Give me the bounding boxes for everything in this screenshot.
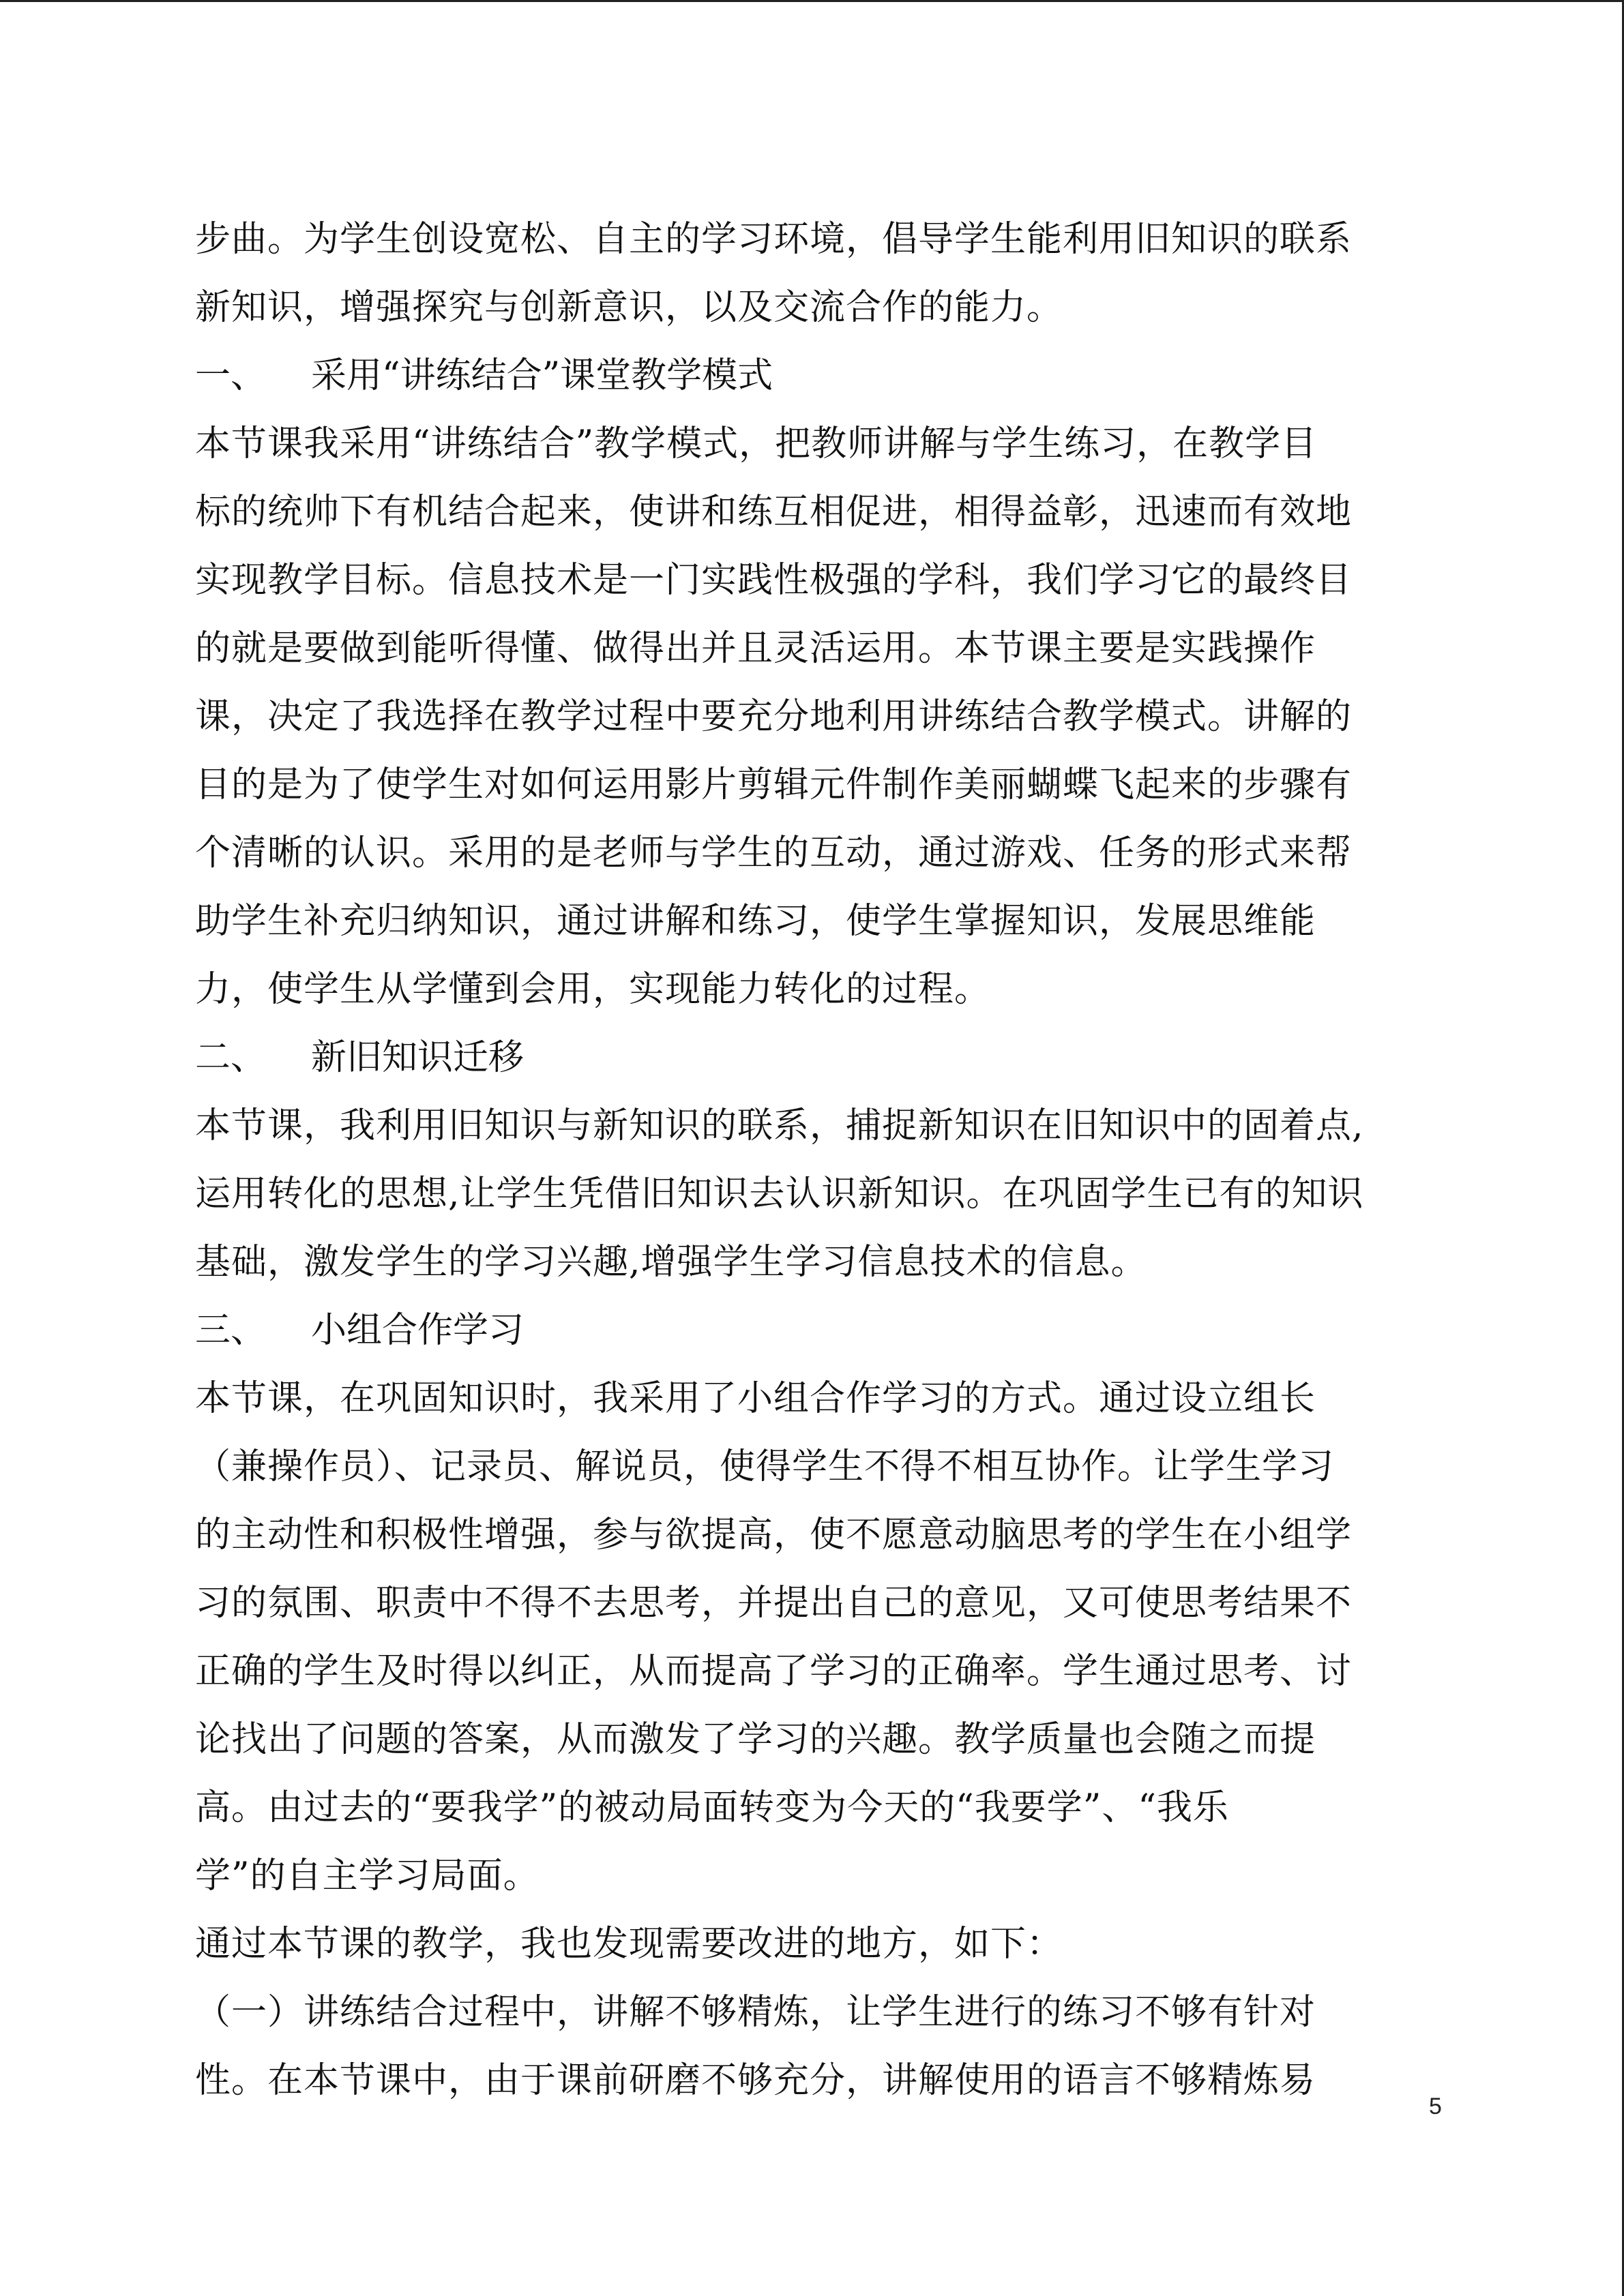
text-line: 新知识，增强探究与创新意识，以及交流合作的能力。 (195, 287, 1063, 328)
section-number: 二、 (195, 1037, 267, 1078)
text-line: 正确的学生及时得以纠正，从而提高了学习的正确率。学生通过思考、讨 (195, 1651, 1353, 1692)
section-title: 采用“讲练结合”课堂教学模式 (311, 355, 773, 396)
section-title: 新旧知识迁移 (311, 1037, 525, 1078)
section-title: 小组合作学习 (311, 1310, 525, 1351)
text-line: 习的氛围、职责中不得不去思考，并提出自己的意见，又可使思考结果不 (195, 1583, 1353, 1624)
text-line: 实现教学目标。信息技术是一门实践性极强的学科，我们学习它的最终目 (195, 560, 1353, 601)
text-line: 的主动性和积极性增强，参与欲提高，使不愿意动脑思考的学生在小组学 (195, 1515, 1353, 1555)
text-line: 步曲。为学生创设宽松、自主的学习环境，倡导学生能利用旧知识的联系 (195, 219, 1353, 260)
section-heading-2 (195, 1024, 1464, 1092)
text-line: 运用转化的思想,让学生凭借旧知识去认识新知识。在巩固学生已有的知识 (195, 1174, 1364, 1214)
text-line: 课，决定了我选择在教学过程中要充分地利用讲练结合教学模式。讲解的 (195, 696, 1353, 737)
text-line: 本节课，在巩固知识时，我采用了小组合作学习的方式。通过设立组长 (195, 1378, 1316, 1419)
text-line: 助学生补充归纳知识，通过讲解和练习，使学生掌握知识，发展思维能 (195, 901, 1316, 942)
text-line: 通过本节课的教学，我也发现需要改进的地方，如下： (195, 1924, 1063, 1965)
document-body (195, 205, 1464, 2115)
section-heading-1 (195, 342, 1464, 410)
text-line: （兼操作员）、记录员、解说员，使得学生不得不相互协作。让学生学习 (195, 1446, 1335, 1487)
text-line: 个清晰的认识。采用的是老师与学生的互动，通过游戏、任务的形式来帮 (195, 833, 1353, 874)
section-heading-3 (195, 1296, 1464, 1365)
text-line: 基础，激发学生的学习兴趣,增强学生学习信息技术的信息。 (195, 1242, 1147, 1283)
text-line: 论找出了问题的答案，从而激发了学习的兴趣。教学质量也会随之而提 (195, 1719, 1316, 1760)
text-line: 的就是要做到能听得懂、做得出并且灵活运用。本节课主要是实践操作 (195, 628, 1316, 669)
text-line: 目的是为了使学生对如何运用影片剪辑元件制作美丽蝴蝶飞起来的步骤有 (195, 764, 1353, 805)
section-number: 一、 (195, 355, 267, 396)
text-line: 高。由过去的“要我学”的被动局面转变为今天的“我要学”、“我乐 (195, 1787, 1229, 1828)
text-line: 性。在本节课中，由于课前研磨不够充分，讲解使用的语言不够精炼易 (195, 2060, 1316, 2101)
text-line: 力，使学生从学懂到会用，实现能力转化的过程。 (195, 969, 991, 1010)
text-line: 本节课，我利用旧知识与新知识的联系，捕捉新知识在旧知识中的固着点, (195, 1105, 1364, 1146)
text-line: 学”的自主学习局面。 (195, 1855, 540, 1896)
page-number: 5 (1429, 2093, 1442, 2119)
text-line: 本节课我采用“讲练结合”教学模式，把教师讲解与学生练习，在教学目 (195, 423, 1318, 464)
section-number: 三、 (195, 1310, 267, 1351)
text-line: （一）讲练结合过程中，讲解不够精炼，让学生进行的练习不够有针对 (195, 1992, 1316, 2033)
text-line: 标的统帅下有机结合起来，使讲和练互相促进，相得益彰，迅速而有效地 (195, 492, 1353, 533)
